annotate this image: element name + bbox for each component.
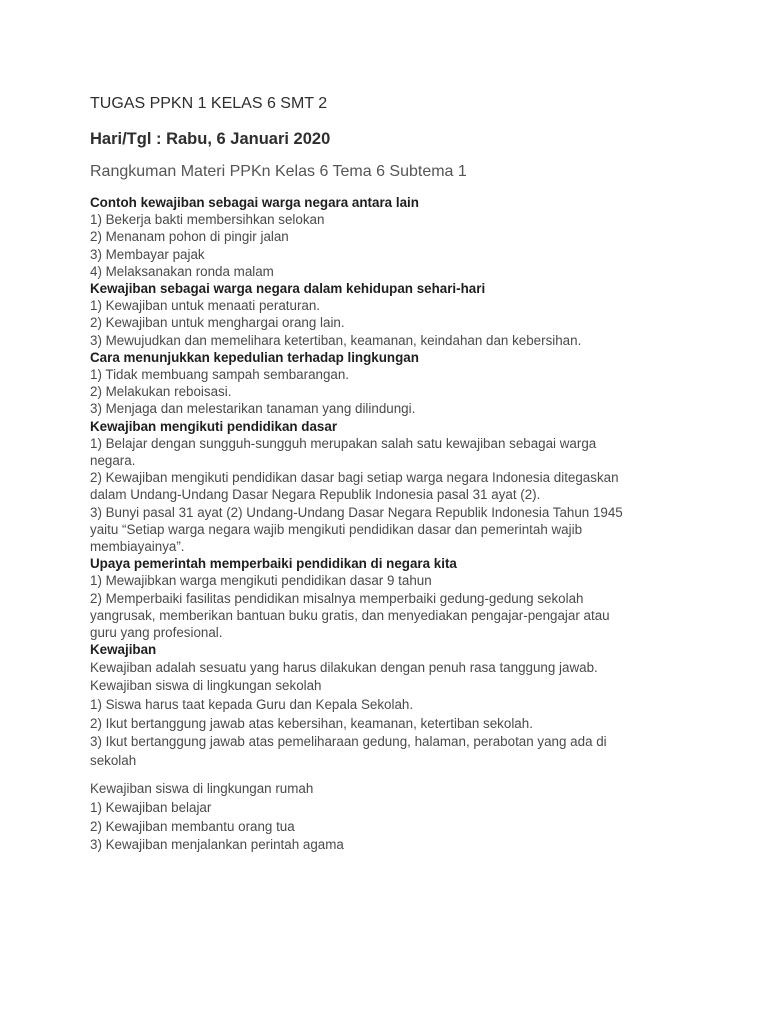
- list-item: 3) Mewujudkan dan memelihara ketertiban, keamanan, keindahan dan kebersihan.: [90, 332, 582, 348]
- list-item: 1) Siswa harus taat kepada Guru dan Kepala Sekolah.: [90, 696, 414, 712]
- section-heading: Contoh kewajiban sebagai warga negara antara lain: [90, 195, 419, 210]
- list-item: 3) Kewajiban menjalankan perintah agama: [90, 837, 344, 853]
- section-kepedulian-lingkungan: [90, 349, 728, 418]
- list-item: Kewajiban siswa di lingkungan sekolah: [90, 678, 322, 694]
- list-item: dalam Undang-Undang Dasar Negara Republik Indonesia pasal 31 ayat (2).: [90, 487, 541, 503]
- list-item: 1) Mewajibkan warga mengikuti pendidikan dasar 9 tahun: [90, 573, 432, 589]
- list-item: negara.: [90, 453, 136, 469]
- list-item: 2) Ikut bertanggung jawab atas kebersihan, keamanan, ketertiban sekolah.: [90, 715, 533, 731]
- list-item: 1) Bekerja bakti membersihkan selokan: [90, 212, 325, 228]
- section-heading: Kewajiban siswa di lingkungan rumah: [90, 781, 314, 797]
- section-heading: Kewajiban: [90, 642, 157, 658]
- list-item: 1) Tidak membuang sampah sembarangan.: [90, 367, 350, 383]
- list-item: membiayainya”.: [90, 539, 185, 555]
- list-item: 2) Kewajiban mengikuti pendidikan dasar bagi setiap warga negara Indonesia ditegaskan: [90, 470, 619, 486]
- section-pendidikan-dasar: [90, 418, 728, 556]
- date-line: Hari/Tgl : Rabu, 6 Januari 2020: [90, 130, 331, 148]
- section-heading: Kewajiban sebagai warga negara dalam kehidupan sehari-hari: [90, 281, 486, 297]
- list-item: 2) Kewajiban membantu orang tua: [90, 818, 295, 834]
- list-item: sekolah: [90, 752, 137, 768]
- list-item: 1) Kewajiban untuk menaati peraturan.: [90, 298, 321, 314]
- list-item: 2) Melakukan reboisasi.: [90, 384, 232, 400]
- list-item: 3) Bunyi pasal 31 ayat (2) Undang-Undang Dasar Negara Republik Indonesia Tahun 1945: [90, 504, 623, 520]
- paragraph-gap: [90, 770, 728, 780]
- section-contoh-kewajiban: [90, 194, 728, 280]
- document-title: TUGAS PPKN 1 KELAS 6 SMT 2: [90, 95, 328, 112]
- list-item: 2) Menanam pohon di pingir jalan: [90, 229, 289, 245]
- section-heading: Upaya pemerintah memperbaiki pendidikan di negara kita: [90, 556, 457, 572]
- list-item: yaitu “Setiap warga negara wajib mengikuti pendidikan dasar dan pemerintah wajib: [90, 521, 583, 537]
- list-item: yangrusak, memberikan bantuan buku gratis, dan menyediakan pengajar-pengajar atau: [90, 607, 610, 623]
- document-subtitle: Rangkuman Materi PPKn Kelas 6 Tema 6 Subtema 1: [90, 163, 467, 180]
- section-heading: Kewajiban mengikuti pendidikan dasar: [90, 418, 338, 434]
- section-kewajiban-rumah: [90, 780, 728, 854]
- section-kewajiban: [90, 641, 728, 770]
- section-upaya-pemerintah: [90, 555, 728, 641]
- section-kewajiban-sehari-hari: [90, 280, 728, 349]
- list-item: 3) Membayar pajak: [90, 246, 205, 262]
- list-item: Kewajiban adalah sesuatu yang harus dilakukan dengan penuh rasa tanggung jawab.: [90, 659, 598, 675]
- list-item: 3) Ikut bertanggung jawab atas pemeliharaan gedung, halaman, perabotan yang ada di: [90, 734, 607, 750]
- list-item: 1) Belajar dengan sungguh-sungguh merupakan salah satu kewajiban sebagai warga: [90, 435, 597, 451]
- list-item: 1) Kewajiban belajar: [90, 799, 212, 815]
- list-item: guru yang profesional.: [90, 625, 223, 641]
- list-item: 3) Menjaga dan melestarikan tanaman yang dilindungi.: [90, 401, 416, 417]
- section-heading: Cara menunjukkan kepedulian terhadap lingkungan: [90, 349, 419, 365]
- list-item: 2) Memperbaiki fasilitas pendidikan misalnya memperbaiki gedung-gedung sekolah: [90, 590, 584, 606]
- list-item: 2) Kewajiban untuk menghargai orang lain.: [90, 315, 345, 331]
- list-item: 4) Melaksanakan ronda malam: [90, 263, 274, 279]
